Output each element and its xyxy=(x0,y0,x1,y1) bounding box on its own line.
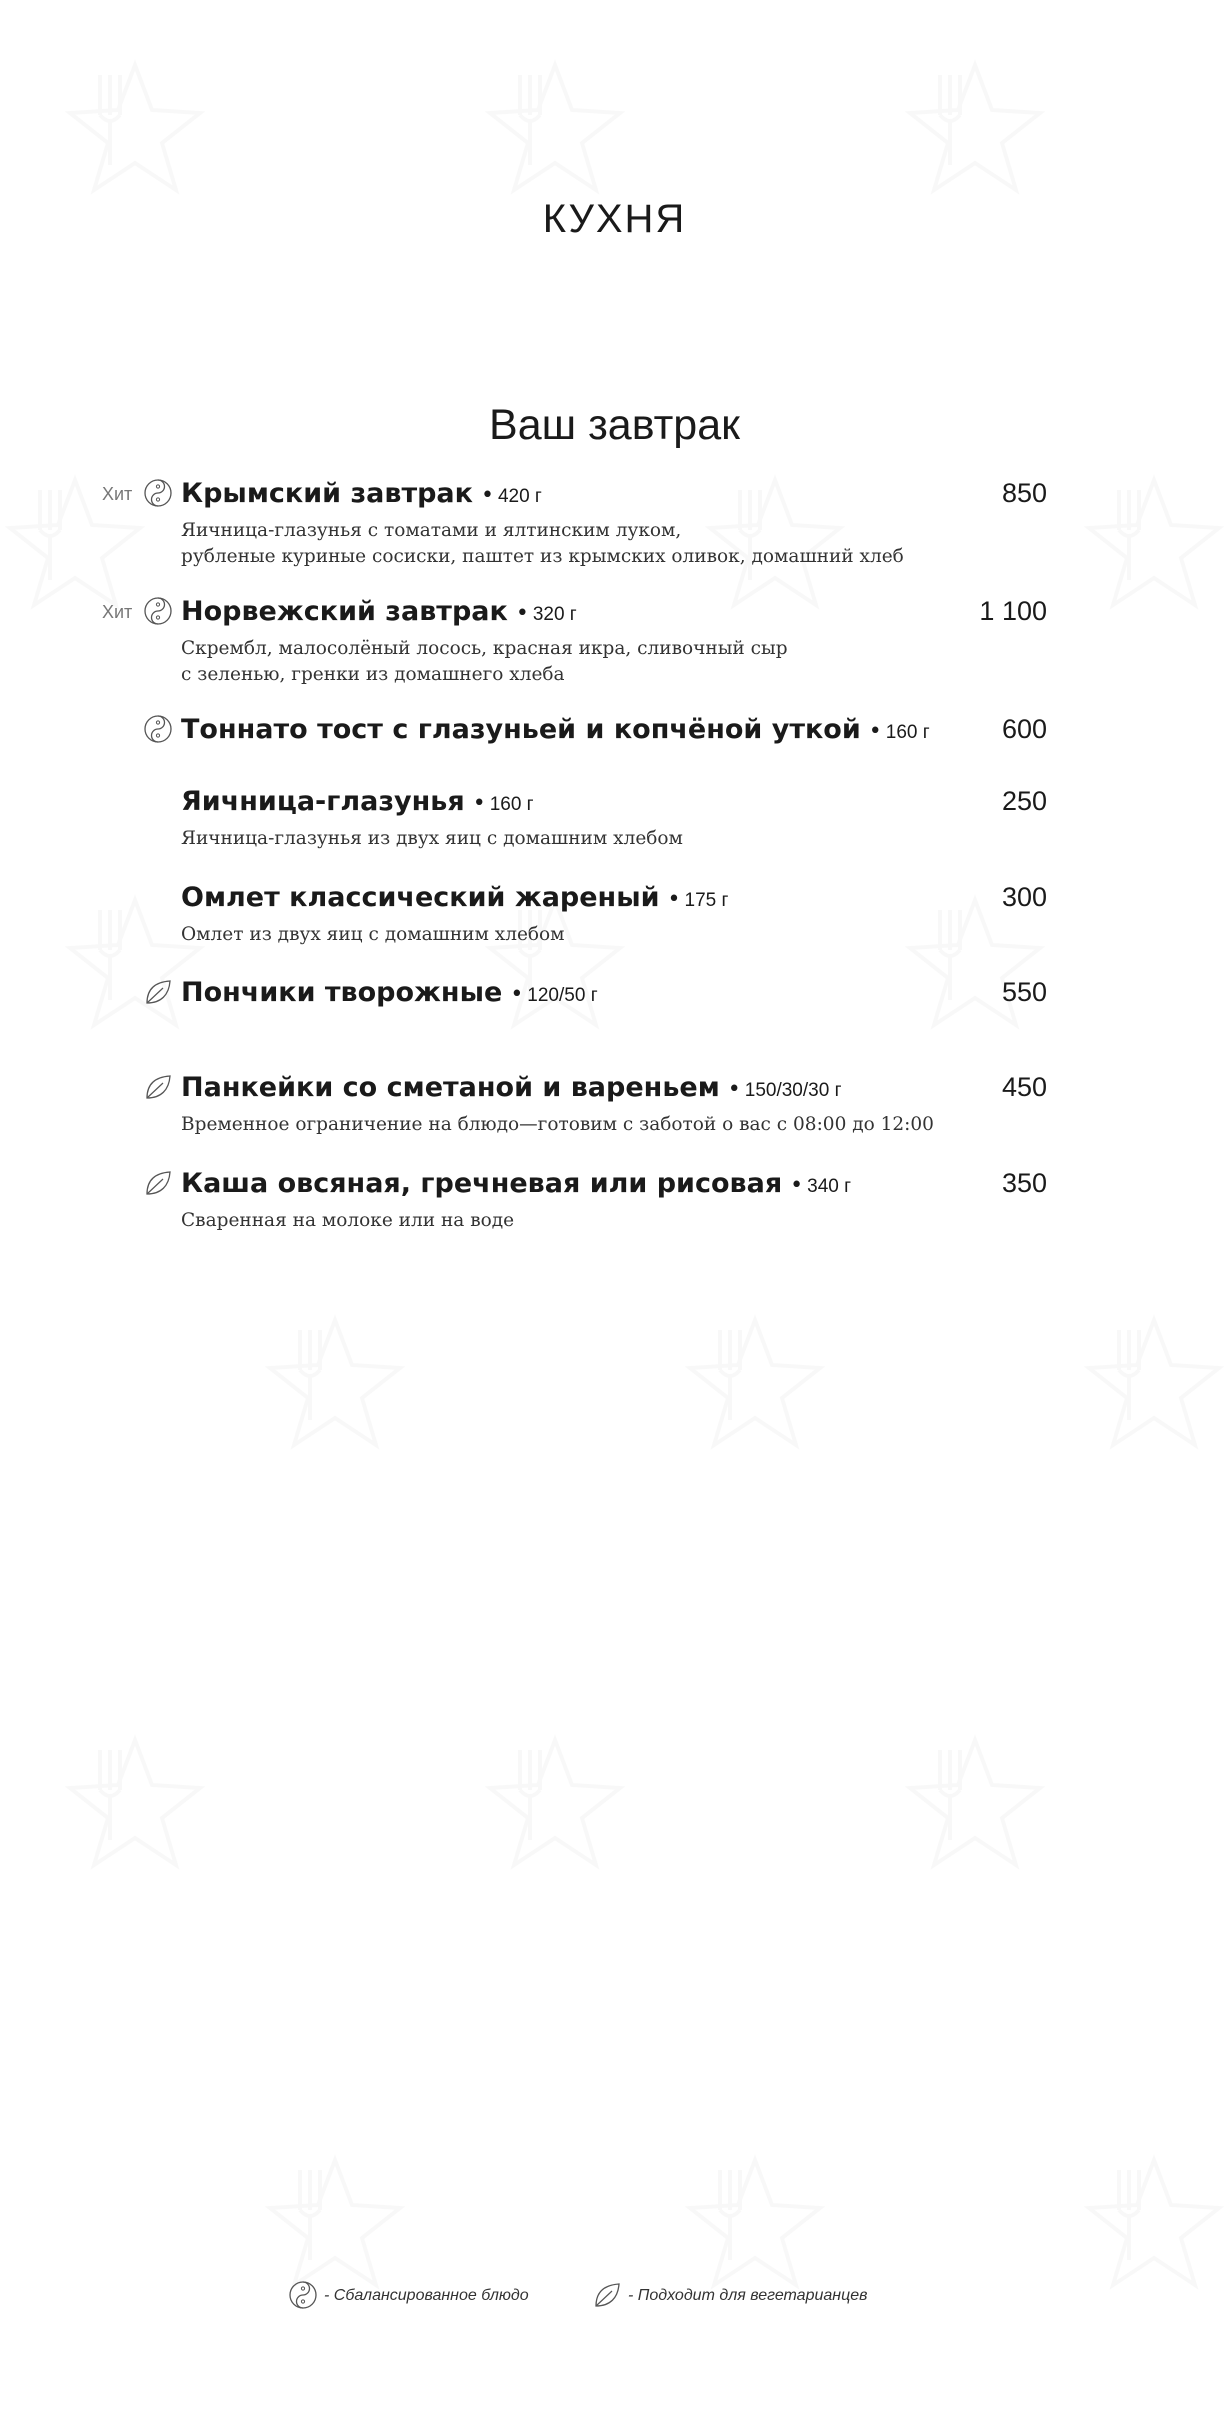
watermark-star-icon xyxy=(1079,2150,1229,2300)
item-title-line xyxy=(181,478,542,509)
item-name: Каша овсяная, гречневая или рисовая xyxy=(181,1168,783,1199)
item-price: 600 xyxy=(1001,714,1047,744)
item-title-line xyxy=(181,714,930,745)
item-weight: 175 г xyxy=(684,890,729,911)
description-line: с зеленью, гренки из домашнего хлеба xyxy=(181,664,565,685)
item-name: Крымский завтрак xyxy=(181,478,473,509)
bullet-separator: • xyxy=(727,1077,741,1102)
bullet-separator: • xyxy=(868,719,882,744)
item-title-line xyxy=(181,882,728,913)
description-line: Временное ограничение на блюдо—готовим с заботой о вас с 08:00 до 12:00 xyxy=(181,1114,934,1135)
item-description xyxy=(181,1112,934,1138)
description-line: Омлет из двух яиц с домашним хлебом xyxy=(181,924,565,945)
item-description xyxy=(181,636,788,688)
legend-balanced-text: - Сбалансированное блюдо xyxy=(324,2287,529,2304)
watermark-star-icon xyxy=(480,1730,630,1880)
watermark-star-icon xyxy=(900,55,1050,205)
item-title-line xyxy=(181,1072,842,1103)
item-weight: 420 г xyxy=(497,486,542,507)
item-weight: 320 г xyxy=(532,604,577,625)
item-weight: 120/50 г xyxy=(527,985,598,1006)
item-name: Яичница-глазунья xyxy=(181,786,465,817)
balanced-icon xyxy=(143,596,173,626)
item-description xyxy=(181,922,565,948)
item-title-line xyxy=(181,596,577,627)
watermark-star-icon xyxy=(60,55,210,205)
watermark-star-icon xyxy=(260,1310,410,1460)
watermark-star-icon xyxy=(1079,1310,1229,1460)
watermark-star-icon xyxy=(260,2150,410,2300)
item-description xyxy=(181,826,683,852)
item-weight: 340 г xyxy=(807,1176,852,1197)
hit-label: Хит xyxy=(102,602,133,622)
item-price: 250 xyxy=(1001,786,1047,816)
legend-vegetarian-text: - Подходит для вегетарианцев xyxy=(628,2287,868,2304)
item-title-line xyxy=(181,977,598,1008)
watermark-star-icon xyxy=(60,1730,210,1880)
item-name: Тоннато тост с глазуньей и копчёной уткой xyxy=(181,714,861,745)
item-price: 300 xyxy=(1001,882,1047,912)
description-line: Яичница-глазунья с томатами и ялтинским луком, xyxy=(181,520,682,541)
item-price: 350 xyxy=(1001,1168,1047,1198)
bullet-separator: • xyxy=(790,1173,804,1198)
item-description xyxy=(181,1208,514,1234)
bullet-separator: • xyxy=(515,601,529,626)
item-name: Норвежский завтрак xyxy=(181,596,508,627)
description-line: Яичница-глазунья из двух яиц с домашним хлебом xyxy=(181,828,683,849)
description-line: Скрембл, малосолёный лосось, красная икра, сливочный сыр xyxy=(181,638,788,659)
item-title-line xyxy=(181,1168,851,1199)
section-title: Ваш завтрак xyxy=(489,400,740,449)
bullet-separator: • xyxy=(510,982,524,1007)
vegetarian-leaf-icon xyxy=(143,977,173,1007)
item-weight: 150/30/30 г xyxy=(744,1080,842,1101)
item-price: 550 xyxy=(1001,977,1047,1007)
bullet-separator: • xyxy=(480,483,494,508)
item-weight: 160 г xyxy=(489,794,534,815)
vegetarian-leaf-icon xyxy=(143,1072,173,1102)
balanced-icon xyxy=(143,478,173,508)
hit-label: Хит xyxy=(102,484,133,504)
bullet-separator: • xyxy=(667,887,681,912)
bullet-separator: • xyxy=(472,791,486,816)
watermark-star-icon xyxy=(680,2150,830,2300)
item-title-line xyxy=(181,786,534,817)
item-name: Панкейки со сметаной и вареньем xyxy=(181,1072,720,1103)
watermark-star-icon xyxy=(1079,470,1229,620)
item-price: 850 xyxy=(1001,478,1047,508)
item-weight: 160 г xyxy=(885,722,930,743)
vegetarian-leaf-icon xyxy=(143,1168,173,1198)
item-name: Омлет классический жареный xyxy=(181,882,660,913)
page-title: КУХНЯ xyxy=(542,196,687,241)
item-price: 450 xyxy=(1001,1072,1047,1102)
item-price: 1 100 xyxy=(979,596,1047,626)
description-line: Сваренная на молоке или на воде xyxy=(181,1210,515,1231)
watermark-star-icon xyxy=(680,1310,830,1460)
watermark-star-icon xyxy=(480,55,630,205)
item-name: Пончики творожные xyxy=(181,977,503,1008)
item-description xyxy=(181,518,904,570)
balanced-icon xyxy=(288,2280,318,2310)
balanced-icon xyxy=(143,714,173,744)
watermark-star-icon xyxy=(900,1730,1050,1880)
description-line: рубленые куриные сосиски, паштет из крымских оливок, домашний хлеб xyxy=(181,546,904,567)
vegetarian-leaf-icon xyxy=(592,2280,622,2310)
